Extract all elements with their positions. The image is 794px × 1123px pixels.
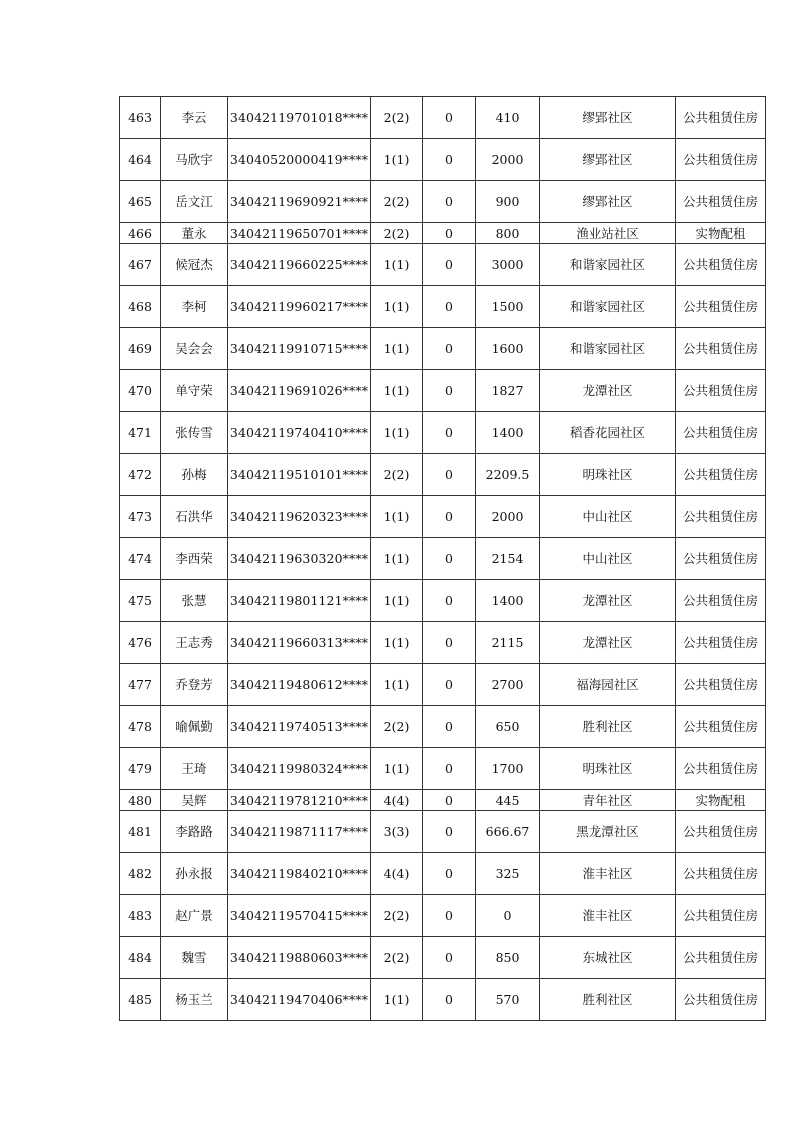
table-row xyxy=(120,622,766,664)
serial-number-cell: 475 xyxy=(120,580,161,622)
id-number-cell: 34042119691026**** xyxy=(228,370,371,412)
community-cell: 淮丰社区 xyxy=(540,895,676,937)
income-amount-cell: 1600 xyxy=(476,328,540,370)
housing-type-cell: 公共租赁住房 xyxy=(676,139,766,181)
applicant-name-cell: 吴辉 xyxy=(161,790,228,811)
zero-value-cell: 0 xyxy=(423,748,476,790)
housing-type-cell: 实物配租 xyxy=(676,790,766,811)
table-row xyxy=(120,937,766,979)
serial-number-cell: 479 xyxy=(120,748,161,790)
table-row xyxy=(120,790,766,811)
community-cell: 龙潭社区 xyxy=(540,370,676,412)
applicant-name-cell: 张传雪 xyxy=(161,412,228,454)
table-body xyxy=(120,97,766,1021)
housing-type-cell: 公共租赁住房 xyxy=(676,580,766,622)
table-row xyxy=(120,139,766,181)
household-size-cell: 3(3) xyxy=(371,811,423,853)
income-amount-cell: 0 xyxy=(476,895,540,937)
applicant-name-cell: 喻佩勤 xyxy=(161,706,228,748)
applicant-name-cell: 候冠杰 xyxy=(161,244,228,286)
housing-type-cell: 公共租赁住房 xyxy=(676,937,766,979)
serial-number-cell: 482 xyxy=(120,853,161,895)
community-cell: 福海园社区 xyxy=(540,664,676,706)
housing-type-cell: 公共租赁住房 xyxy=(676,412,766,454)
table-row xyxy=(120,181,766,223)
id-number-cell: 34042119740410**** xyxy=(228,412,371,454)
applicant-name-cell: 李西荣 xyxy=(161,538,228,580)
applicant-name-cell: 马欣宇 xyxy=(161,139,228,181)
housing-type-cell: 公共租赁住房 xyxy=(676,748,766,790)
housing-type-cell: 公共租赁住房 xyxy=(676,895,766,937)
income-amount-cell: 2115 xyxy=(476,622,540,664)
household-size-cell: 2(2) xyxy=(371,454,423,496)
serial-number-cell: 478 xyxy=(120,706,161,748)
zero-value-cell: 0 xyxy=(423,706,476,748)
table-row xyxy=(120,748,766,790)
applicant-name-cell: 李路路 xyxy=(161,811,228,853)
applicant-name-cell: 杨玉兰 xyxy=(161,979,228,1021)
table-row xyxy=(120,664,766,706)
household-size-cell: 1(1) xyxy=(371,748,423,790)
community-cell: 和谐家园社区 xyxy=(540,286,676,328)
zero-value-cell: 0 xyxy=(423,328,476,370)
serial-number-cell: 469 xyxy=(120,328,161,370)
housing-type-cell: 公共租赁住房 xyxy=(676,538,766,580)
community-cell: 淮丰社区 xyxy=(540,853,676,895)
table-row xyxy=(120,895,766,937)
zero-value-cell: 0 xyxy=(423,496,476,538)
housing-type-cell: 公共租赁住房 xyxy=(676,706,766,748)
applicant-name-cell: 王琦 xyxy=(161,748,228,790)
serial-number-cell: 483 xyxy=(120,895,161,937)
zero-value-cell: 0 xyxy=(423,538,476,580)
household-size-cell: 1(1) xyxy=(371,139,423,181)
household-size-cell: 1(1) xyxy=(371,580,423,622)
community-cell: 和谐家园社区 xyxy=(540,328,676,370)
table-row xyxy=(120,370,766,412)
serial-number-cell: 470 xyxy=(120,370,161,412)
housing-type-cell: 公共租赁住房 xyxy=(676,97,766,139)
income-amount-cell: 800 xyxy=(476,223,540,244)
zero-value-cell: 0 xyxy=(423,853,476,895)
income-amount-cell: 3000 xyxy=(476,244,540,286)
income-amount-cell: 325 xyxy=(476,853,540,895)
table-row xyxy=(120,496,766,538)
applicant-name-cell: 李云 xyxy=(161,97,228,139)
serial-number-cell: 465 xyxy=(120,181,161,223)
household-size-cell: 1(1) xyxy=(371,370,423,412)
applicant-name-cell: 张慧 xyxy=(161,580,228,622)
housing-type-cell: 公共租赁住房 xyxy=(676,664,766,706)
id-number-cell: 34042119510101**** xyxy=(228,454,371,496)
housing-type-cell: 公共租赁住房 xyxy=(676,454,766,496)
zero-value-cell: 0 xyxy=(423,811,476,853)
income-amount-cell: 850 xyxy=(476,937,540,979)
housing-type-cell: 公共租赁住房 xyxy=(676,244,766,286)
serial-number-cell: 474 xyxy=(120,538,161,580)
community-cell: 缪郢社区 xyxy=(540,139,676,181)
housing-type-cell: 实物配租 xyxy=(676,223,766,244)
id-number-cell: 34042119910715**** xyxy=(228,328,371,370)
income-amount-cell: 1827 xyxy=(476,370,540,412)
table-row xyxy=(120,97,766,139)
id-number-cell: 34042119880603**** xyxy=(228,937,371,979)
community-cell: 龙潭社区 xyxy=(540,622,676,664)
community-cell: 明珠社区 xyxy=(540,454,676,496)
applicant-name-cell: 魏雪 xyxy=(161,937,228,979)
id-number-cell: 34042119871117**** xyxy=(228,811,371,853)
household-size-cell: 2(2) xyxy=(371,223,423,244)
household-size-cell: 2(2) xyxy=(371,895,423,937)
applicant-name-cell: 赵广景 xyxy=(161,895,228,937)
income-amount-cell: 445 xyxy=(476,790,540,811)
id-number-cell: 34040520000419**** xyxy=(228,139,371,181)
income-amount-cell: 2209.5 xyxy=(476,454,540,496)
applicant-name-cell: 董永 xyxy=(161,223,228,244)
community-cell: 龙潭社区 xyxy=(540,580,676,622)
zero-value-cell: 0 xyxy=(423,580,476,622)
housing-type-cell: 公共租赁住房 xyxy=(676,979,766,1021)
table-row xyxy=(120,412,766,454)
income-amount-cell: 1500 xyxy=(476,286,540,328)
zero-value-cell: 0 xyxy=(423,790,476,811)
serial-number-cell: 472 xyxy=(120,454,161,496)
community-cell: 和谐家园社区 xyxy=(540,244,676,286)
zero-value-cell: 0 xyxy=(423,139,476,181)
table-row xyxy=(120,244,766,286)
serial-number-cell: 476 xyxy=(120,622,161,664)
community-cell: 中山社区 xyxy=(540,496,676,538)
income-amount-cell: 1700 xyxy=(476,748,540,790)
zero-value-cell: 0 xyxy=(423,370,476,412)
serial-number-cell: 468 xyxy=(120,286,161,328)
household-size-cell: 2(2) xyxy=(371,706,423,748)
household-size-cell: 1(1) xyxy=(371,979,423,1021)
id-number-cell: 34042119980324**** xyxy=(228,748,371,790)
applicant-name-cell: 石洪华 xyxy=(161,496,228,538)
income-amount-cell: 650 xyxy=(476,706,540,748)
table-row xyxy=(120,979,766,1021)
applicant-name-cell: 乔登芳 xyxy=(161,664,228,706)
table-row xyxy=(120,286,766,328)
zero-value-cell: 0 xyxy=(423,895,476,937)
community-cell: 胜利社区 xyxy=(540,706,676,748)
income-amount-cell: 1400 xyxy=(476,580,540,622)
zero-value-cell: 0 xyxy=(423,244,476,286)
housing-type-cell: 公共租赁住房 xyxy=(676,811,766,853)
zero-value-cell: 0 xyxy=(423,181,476,223)
income-amount-cell: 2000 xyxy=(476,139,540,181)
applicant-name-cell: 孙梅 xyxy=(161,454,228,496)
income-amount-cell: 570 xyxy=(476,979,540,1021)
id-number-cell: 34042119660313**** xyxy=(228,622,371,664)
applicant-name-cell: 孙永报 xyxy=(161,853,228,895)
housing-type-cell: 公共租赁住房 xyxy=(676,496,766,538)
household-size-cell: 1(1) xyxy=(371,538,423,580)
id-number-cell: 34042119701018**** xyxy=(228,97,371,139)
community-cell: 渔业站社区 xyxy=(540,223,676,244)
serial-number-cell: 466 xyxy=(120,223,161,244)
id-number-cell: 34042119801121**** xyxy=(228,580,371,622)
zero-value-cell: 0 xyxy=(423,622,476,664)
serial-number-cell: 484 xyxy=(120,937,161,979)
table-row xyxy=(120,580,766,622)
housing-type-cell: 公共租赁住房 xyxy=(676,853,766,895)
zero-value-cell: 0 xyxy=(423,223,476,244)
table-row xyxy=(120,706,766,748)
serial-number-cell: 480 xyxy=(120,790,161,811)
household-size-cell: 2(2) xyxy=(371,97,423,139)
income-amount-cell: 2154 xyxy=(476,538,540,580)
income-amount-cell: 1400 xyxy=(476,412,540,454)
serial-number-cell: 463 xyxy=(120,97,161,139)
table-row xyxy=(120,538,766,580)
serial-number-cell: 464 xyxy=(120,139,161,181)
zero-value-cell: 0 xyxy=(423,97,476,139)
household-size-cell: 1(1) xyxy=(371,286,423,328)
household-size-cell: 1(1) xyxy=(371,664,423,706)
table-row xyxy=(120,223,766,244)
income-amount-cell: 666.67 xyxy=(476,811,540,853)
household-size-cell: 1(1) xyxy=(371,244,423,286)
community-cell: 中山社区 xyxy=(540,538,676,580)
id-number-cell: 34042119570415**** xyxy=(228,895,371,937)
applicant-name-cell: 李柯 xyxy=(161,286,228,328)
zero-value-cell: 0 xyxy=(423,412,476,454)
housing-type-cell: 公共租赁住房 xyxy=(676,286,766,328)
id-number-cell: 34042119660225**** xyxy=(228,244,371,286)
applicant-name-cell: 岳文江 xyxy=(161,181,228,223)
applicant-name-cell: 王志秀 xyxy=(161,622,228,664)
income-amount-cell: 410 xyxy=(476,97,540,139)
income-amount-cell: 2000 xyxy=(476,496,540,538)
id-number-cell: 34042119480612**** xyxy=(228,664,371,706)
community-cell: 明珠社区 xyxy=(540,748,676,790)
household-size-cell: 1(1) xyxy=(371,496,423,538)
household-size-cell: 2(2) xyxy=(371,181,423,223)
table-row xyxy=(120,811,766,853)
community-cell: 胜利社区 xyxy=(540,979,676,1021)
housing-type-cell: 公共租赁住房 xyxy=(676,328,766,370)
community-cell: 东城社区 xyxy=(540,937,676,979)
serial-number-cell: 485 xyxy=(120,979,161,1021)
id-number-cell: 34042119690921**** xyxy=(228,181,371,223)
applicant-name-cell: 单守荣 xyxy=(161,370,228,412)
income-amount-cell: 2700 xyxy=(476,664,540,706)
id-number-cell: 34042119840210**** xyxy=(228,853,371,895)
zero-value-cell: 0 xyxy=(423,979,476,1021)
id-number-cell: 34042119630320**** xyxy=(228,538,371,580)
zero-value-cell: 0 xyxy=(423,454,476,496)
housing-type-cell: 公共租赁住房 xyxy=(676,370,766,412)
id-number-cell: 34042119470406**** xyxy=(228,979,371,1021)
community-cell: 缪郢社区 xyxy=(540,181,676,223)
serial-number-cell: 477 xyxy=(120,664,161,706)
household-size-cell: 1(1) xyxy=(371,328,423,370)
id-number-cell: 34042119781210**** xyxy=(228,790,371,811)
household-size-cell: 4(4) xyxy=(371,853,423,895)
zero-value-cell: 0 xyxy=(423,664,476,706)
zero-value-cell: 0 xyxy=(423,286,476,328)
housing-allocation-table xyxy=(119,96,766,1021)
community-cell: 黑龙潭社区 xyxy=(540,811,676,853)
community-cell: 缪郢社区 xyxy=(540,97,676,139)
housing-type-cell: 公共租赁住房 xyxy=(676,181,766,223)
community-cell: 稻香花园社区 xyxy=(540,412,676,454)
id-number-cell: 34042119650701**** xyxy=(228,223,371,244)
table-row xyxy=(120,853,766,895)
housing-type-cell: 公共租赁住房 xyxy=(676,622,766,664)
serial-number-cell: 481 xyxy=(120,811,161,853)
table-row xyxy=(120,454,766,496)
serial-number-cell: 473 xyxy=(120,496,161,538)
household-size-cell: 2(2) xyxy=(371,937,423,979)
household-size-cell: 1(1) xyxy=(371,412,423,454)
table-row xyxy=(120,328,766,370)
id-number-cell: 34042119960217**** xyxy=(228,286,371,328)
income-amount-cell: 900 xyxy=(476,181,540,223)
household-size-cell: 1(1) xyxy=(371,622,423,664)
id-number-cell: 34042119740513**** xyxy=(228,706,371,748)
serial-number-cell: 471 xyxy=(120,412,161,454)
applicant-name-cell: 吴会会 xyxy=(161,328,228,370)
zero-value-cell: 0 xyxy=(423,937,476,979)
community-cell: 青年社区 xyxy=(540,790,676,811)
serial-number-cell: 467 xyxy=(120,244,161,286)
id-number-cell: 34042119620323**** xyxy=(228,496,371,538)
household-size-cell: 4(4) xyxy=(371,790,423,811)
